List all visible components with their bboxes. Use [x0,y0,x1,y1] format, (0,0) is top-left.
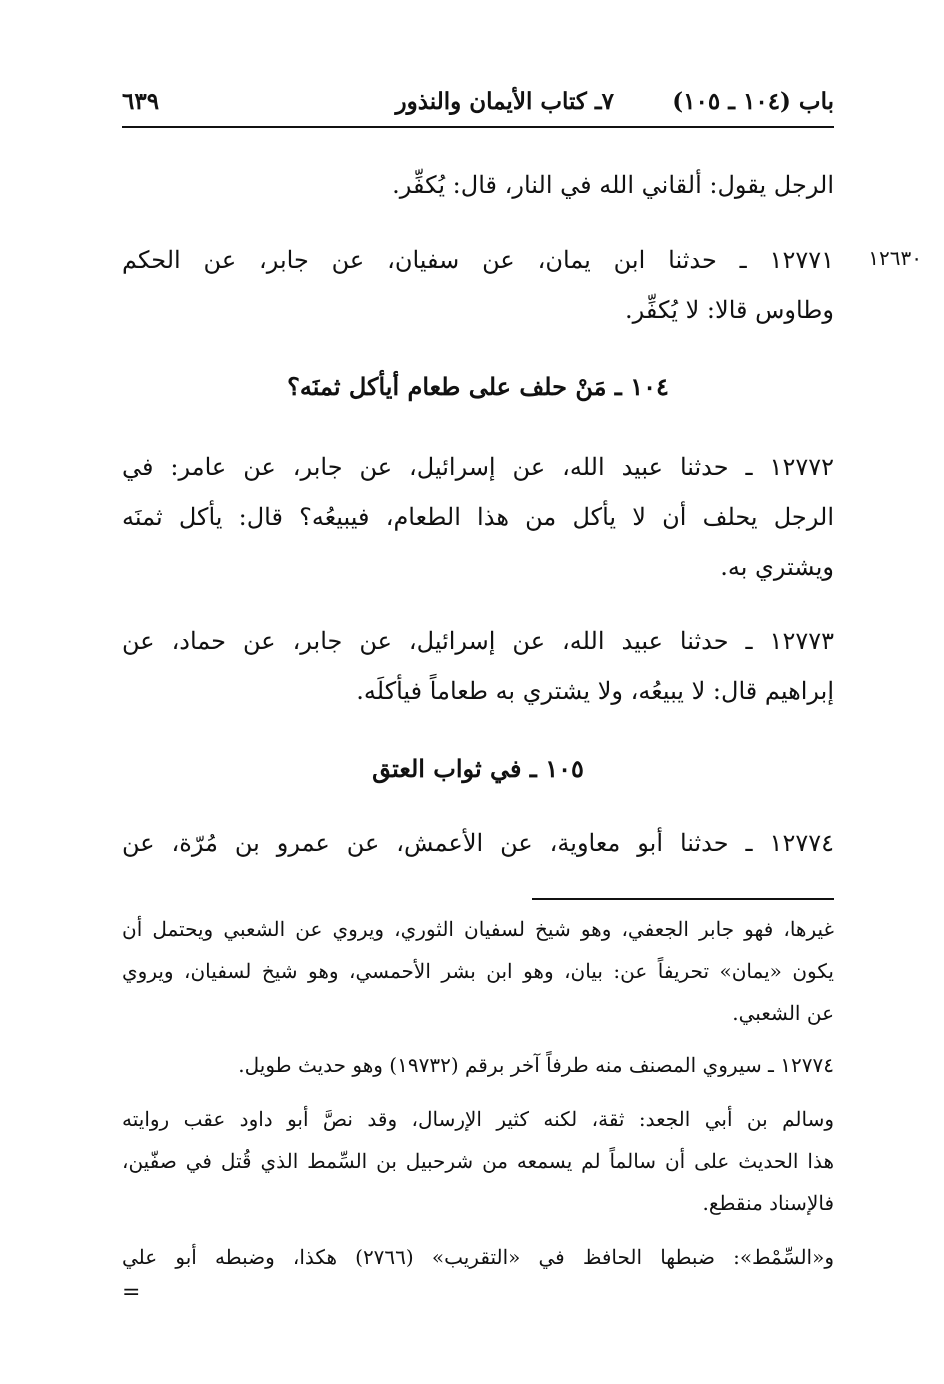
footnote-3-line-1: وسالم بن أبي الجعد: ثقة، لكنه كثير الإرسال، وقد نصَّ أبو داود عقب روايته [122,1107,834,1131]
paragraph-3-line-3: ويشتري به. [720,553,834,581]
paragraph-3-line-1: ١٢٧٧٢ ـ حدثنا عبيد الله، عن إسرائيل، عن جابر، عن عامر: في [122,453,834,481]
paragraph-1-line-1: الرجل يقول: ألقاني الله في النار، قال: يُكفِّر. [392,171,834,199]
footnote-3-line-2: هذا الحديث على أن سالماً لم يسمعه من شرحبيل بن السِّمط الذي قُتل في صفّين، [122,1149,834,1173]
footnote-divider [532,898,834,900]
paragraph-3-line-2: الرجل يحلف أن لا يأكل من هذا الطعام، فيبيعُه؟ قال: يأكل ثمنَه [122,503,834,531]
paragraph-4-line-2: إبراهيم قال: لا يبيعُه، ولا يشتري به طعاماً فيأكلَه. [356,677,834,705]
footnote-4-line-1: و«السِّمْط»: ضبطها الحافظ في «التقريب» (٢٧٦٦) هكذا، وضبطه أبو علي [122,1245,834,1269]
paragraph-2-line-2: وطاوس قالا: لا يُكفِّر. [625,296,834,324]
paragraph-4-line-1: ١٢٧٧٣ ـ حدثنا عبيد الله، عن إسرائيل، عن جابر، عن حماد، عن [122,627,834,655]
paragraph-2-line-1: ١٢٧٧١ ـ حدثنا ابن يمان، عن سفيان، عن جابر، عن الحكم [122,246,834,274]
footnote-1-line-3: عن الشعبي. [732,1001,834,1025]
continuation-mark: = [122,1280,141,1305]
section-heading-104: ١٠٤ ـ مَنْ حلف على طعام أيأكل ثمنَه؟ [287,372,669,401]
header-book-title: ٧ـ كتاب الأيمان والنذور [395,88,614,115]
footnote-2-line-1: ١٢٧٧٤ ـ سيروي المصنف منه طرفاً آخر برقم (١٩٧٣٢) وهو حديث طويل. [238,1053,834,1077]
header-divider [122,126,834,128]
page-header [122,88,834,128]
section-heading-105: ١٠٥ ـ في ثواب العتق [372,754,584,783]
footnote-1-line-2: يكون «يمان» تحريفاً عن: بيان، وهو ابن بشر الأحمسي، وهو شيخ لسفيان، ويروي [122,959,834,983]
header-chapter-label: باب (١٠٤ ـ ١٠٥) [672,88,834,115]
header-page-number: ٦٣٩ [122,88,160,115]
paragraph-5-line-1: ١٢٧٧٤ ـ حدثنا أبو معاوية، عن الأعمش، عن عمرو بن مُرّة، عن [122,829,834,857]
footnote-3-line-3: فالإسناد منقطع. [702,1191,834,1215]
margin-reference-number: ١٢٦٣٠ [868,246,922,270]
footnote-1-line-1: غيرها، فهو جابر الجعفي، وهو شيخ لسفيان الثوري، ويروي عن الشعبي ويحتمل أن [122,917,834,941]
